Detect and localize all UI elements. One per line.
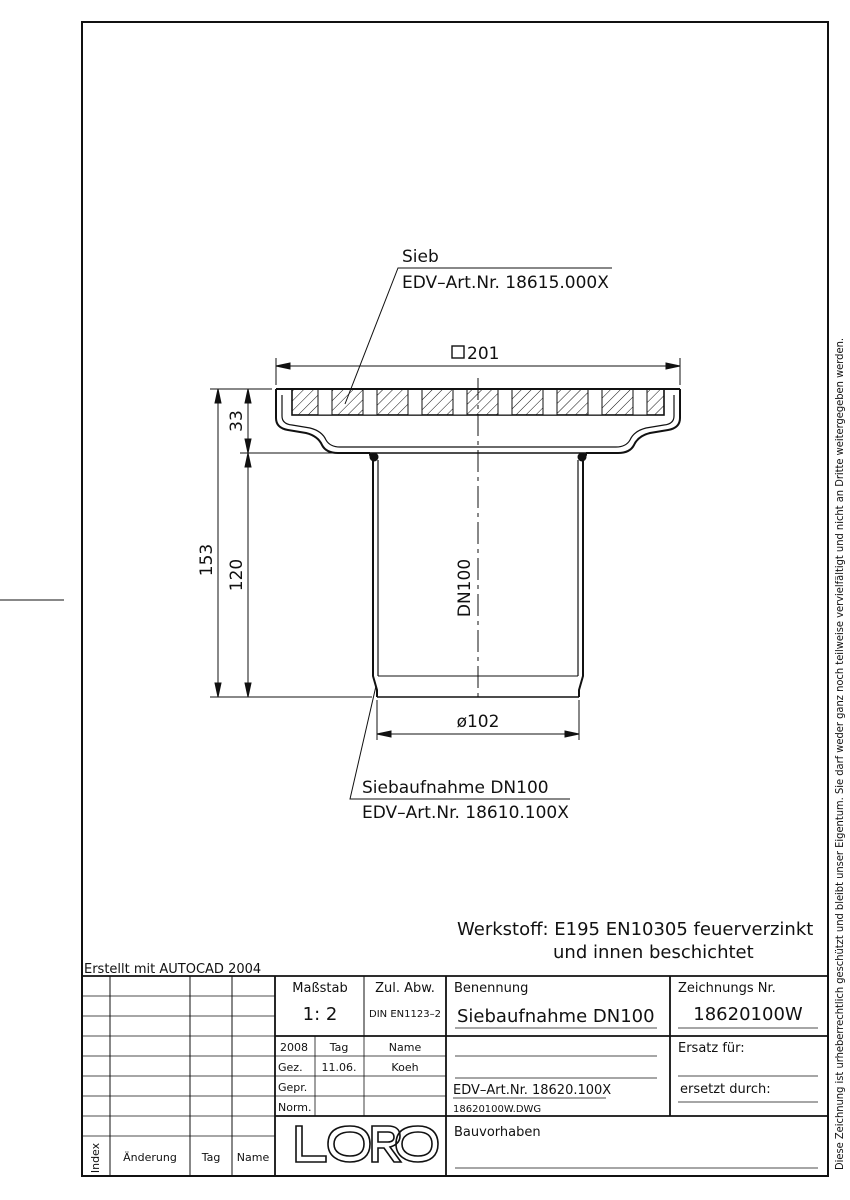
part-section-view [276, 378, 680, 700]
name-label: Benennung [454, 981, 529, 996]
project-label: Bauvorhaben [454, 1125, 541, 1140]
drawn-by: Koeh [391, 1061, 419, 1074]
dwg-file-name: 18620100W.DWG [453, 1104, 542, 1115]
dimension-nominal-diameter: DN100 [455, 558, 475, 618]
created-with-note: Erstellt mit AUTOCAD 2004 [84, 962, 262, 977]
norm-label: Norm. [278, 1101, 312, 1114]
drawing-number: 18620100W [693, 1004, 803, 1025]
part-name: Siebaufnahme DN100 [457, 1006, 655, 1027]
drawing-number-label: Zeichnungs Nr. [678, 981, 776, 996]
body-callout-article: EDV–Art.Nr. 18610.100X [362, 803, 569, 823]
dimension-total-height: 153 [197, 543, 217, 577]
article-number: EDV–Art.Nr. 18620.100X [453, 1083, 612, 1098]
dimension-body-height: 120 [227, 558, 247, 592]
sieve-callout-name: Sieb [402, 247, 439, 267]
dimension-outer-diameter: ø102 [456, 712, 500, 732]
replaced-by-label: ersetzt durch: [680, 1082, 771, 1097]
tolerance-value: DIN EN1123–2 [369, 1009, 441, 1020]
checked-label: Gepr. [278, 1081, 308, 1094]
drawn-date: 11.06. [321, 1061, 357, 1074]
day-column-label: Tag [329, 1041, 349, 1054]
loro-logo [296, 1126, 438, 1162]
material-note-line1: Werkstoff: E195 EN10305 feuerverzinkt [457, 919, 814, 940]
dimension-flange-height: 33 [227, 410, 247, 432]
tolerance-label: Zul. Abw. [375, 981, 435, 996]
sieve-callout-article: EDV–Art.Nr. 18615.000X [402, 273, 609, 293]
year: 2008 [280, 1041, 308, 1054]
scale-value: 1: 2 [302, 1004, 338, 1025]
revision-day-label: Tag [201, 1151, 221, 1164]
material-note-line2: und innen beschichtet [553, 942, 754, 963]
drawn-label: Gez. [278, 1061, 303, 1074]
revision-index-label: Index [89, 1142, 102, 1174]
body-callout-name: Siebaufnahme DN100 [362, 778, 549, 798]
revision-change-label: Änderung [123, 1151, 177, 1164]
revision-name-label: Name [236, 1151, 270, 1164]
name-column-label: Name [388, 1041, 422, 1054]
copyright-notice: Diese Zeichnung ist urheberrechtlich geschützt und bleibt unser Eigentum. Sie darf weder ganz noch teilweise vervielfältigt und nicht an Dritte weitergegeben werden. [834, 288, 846, 1170]
scale-label: Maßstab [292, 981, 348, 996]
dimension-square: 201 [467, 344, 500, 364]
replacement-for-label: Ersatz für: [678, 1041, 745, 1056]
